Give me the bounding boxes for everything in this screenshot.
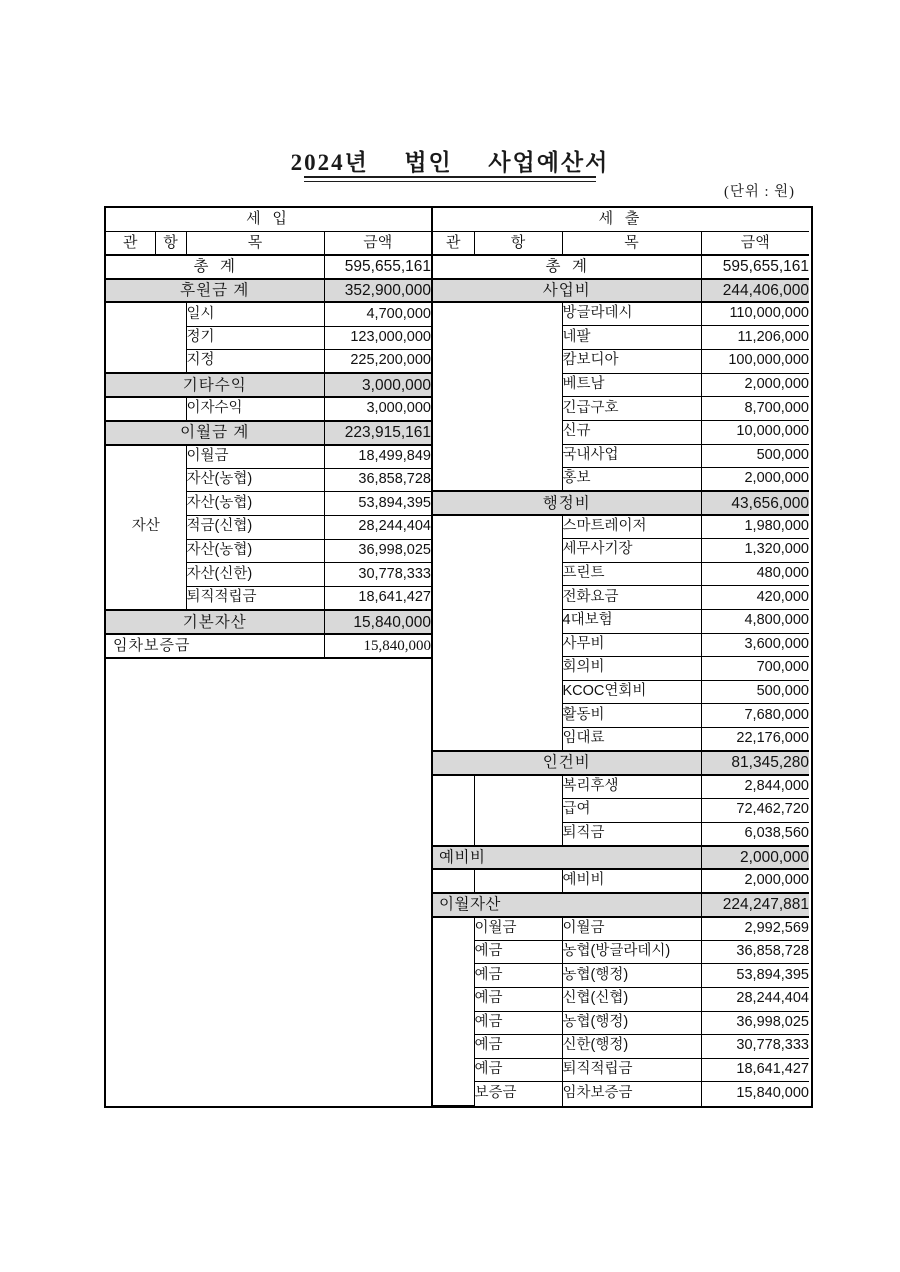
amount-cell: 110,000,000: [701, 302, 809, 326]
item-cell: 전화요금: [562, 586, 701, 610]
amount-cell: 3,000,000: [324, 373, 432, 397]
item-cell: 회의비: [562, 657, 701, 681]
item-cell: 긴급구호: [562, 397, 701, 421]
table-row: [433, 775, 809, 799]
amount-cell: 10,000,000: [701, 420, 809, 444]
amount-cell: 225,200,000: [324, 350, 432, 374]
item-cell: 4대보험: [562, 609, 701, 633]
grand-total-row: [106, 255, 432, 279]
column-header-amount: 금액: [701, 231, 809, 255]
section-row: [106, 610, 432, 634]
item-cell: 신협(신협): [562, 987, 701, 1011]
section-row: [433, 491, 809, 515]
amount-cell: 1,980,000: [701, 515, 809, 539]
section-label: 사업비: [433, 279, 701, 303]
revenue-header-row: [106, 208, 432, 231]
amount-cell: 2,000,000: [701, 468, 809, 492]
amount-cell: 3,000,000: [324, 397, 432, 421]
empty-cell: [474, 775, 562, 846]
item-cell: 이월금: [562, 917, 701, 941]
table-row: [106, 302, 432, 326]
item-cell: 신한(행정): [562, 1035, 701, 1059]
empty-cell: [433, 917, 474, 1106]
table-row: [433, 1058, 809, 1082]
item-cell: 국내사업: [562, 444, 701, 468]
item-cell: 자산(농협): [186, 468, 324, 492]
amount-cell: 595,655,161: [324, 255, 432, 279]
item-cell: 신규: [562, 420, 701, 444]
table-row: [433, 1011, 809, 1035]
hang-cell: 예금: [474, 1035, 562, 1059]
item-cell: 복리후생: [562, 775, 701, 799]
table-row: [433, 1082, 809, 1106]
amount-cell: 352,900,000: [324, 279, 432, 303]
amount-cell: 53,894,395: [701, 964, 809, 988]
deposit-row: [106, 634, 432, 658]
empty-cell: [433, 302, 562, 491]
item-cell: 프린트: [562, 562, 701, 586]
table-row: [433, 987, 809, 1011]
empty-cell: [474, 869, 562, 893]
amount-cell: 700,000: [701, 657, 809, 681]
item-cell: 퇴직금: [562, 822, 701, 846]
section-row: [106, 421, 432, 445]
empty-cell: [106, 302, 186, 373]
item-cell: 급여: [562, 798, 701, 822]
amount-cell: 1,320,000: [701, 539, 809, 563]
section-label: 예비비: [433, 846, 701, 870]
page-title: 2024년 법인 사업예산서: [290, 150, 610, 175]
item-cell: 베트남: [562, 373, 701, 397]
section-label: 기타수익: [106, 373, 324, 397]
amount-cell: 53,894,395: [324, 492, 432, 516]
amount-cell: 100,000,000: [701, 350, 809, 374]
table-row: [433, 1035, 809, 1059]
amount-cell: 3,600,000: [701, 633, 809, 657]
table-row: [433, 869, 809, 893]
grand-total-row: [433, 255, 809, 279]
item-cell: 적금(신협): [186, 516, 324, 540]
expenditure-header-row: [433, 208, 809, 231]
total-label: 총 계: [106, 255, 324, 279]
item-cell: 자산(신한): [186, 563, 324, 587]
amount-cell: 2,992,569: [701, 917, 809, 941]
amount-cell: 6,038,560: [701, 822, 809, 846]
amount-cell: 224,247,881: [701, 893, 809, 917]
amount-cell: 36,858,728: [701, 940, 809, 964]
table-row: [433, 940, 809, 964]
empty-cell: [433, 775, 474, 846]
item-cell: 이자수익: [186, 397, 324, 421]
amount-cell: 11,206,000: [701, 326, 809, 350]
total-label: 총 계: [433, 255, 701, 279]
amount-cell: 223,915,161: [324, 421, 432, 445]
amount-cell: 15,840,000: [324, 634, 432, 658]
amount-cell: 36,998,025: [324, 539, 432, 563]
item-cell: 농협(행정): [562, 1011, 701, 1035]
empty-cell: [106, 397, 186, 421]
item-cell: 임차보증금: [562, 1082, 701, 1106]
table-row: [433, 964, 809, 988]
table-row: [433, 917, 809, 941]
item-cell: 지정: [186, 350, 324, 374]
item-cell: 예비비: [562, 869, 701, 893]
item-cell: 캄보디아: [562, 350, 701, 374]
item-cell: 사무비: [562, 633, 701, 657]
amount-cell: 8,700,000: [701, 397, 809, 421]
amount-cell: 244,406,000: [701, 279, 809, 303]
section-row: [433, 751, 809, 775]
amount-cell: 18,641,427: [701, 1058, 809, 1082]
table-row: [433, 515, 809, 539]
item-cell: 자산(농협): [186, 539, 324, 563]
item-cell: 스마트레이저: [562, 515, 701, 539]
column-header-gwan: 관: [433, 231, 474, 255]
amount-cell: 500,000: [701, 444, 809, 468]
column-header-gwan: 관: [106, 231, 155, 255]
item-cell: 홍보: [562, 468, 701, 492]
amount-cell: 2,000,000: [701, 373, 809, 397]
amount-cell: 480,000: [701, 562, 809, 586]
column-header-hang: 항: [474, 231, 562, 255]
empty-cell: [106, 658, 432, 1106]
amount-cell: 500,000: [701, 680, 809, 704]
section-label: 행정비: [433, 491, 701, 515]
amount-cell: 28,244,404: [701, 987, 809, 1011]
item-cell: 농협(행정): [562, 964, 701, 988]
section-row: [433, 893, 809, 917]
expenditure-table: [433, 208, 809, 1106]
item-cell: 임대료: [562, 728, 701, 752]
column-header-hang: 항: [155, 231, 186, 255]
unit-label: (단위 : 원): [724, 184, 795, 200]
amount-cell: 2,000,000: [701, 846, 809, 870]
amount-cell: 15,840,000: [701, 1082, 809, 1106]
item-cell: 정기: [186, 326, 324, 350]
item-cell: 방글라데시: [562, 302, 701, 326]
amount-cell: 2,000,000: [701, 869, 809, 893]
expenditure-header: 세 출: [433, 208, 809, 231]
section-label: 인건비: [433, 751, 701, 775]
revenue-table: [106, 208, 433, 1106]
budget-table: [104, 206, 813, 1108]
empty-cell: [433, 869, 474, 893]
revenue-column-header-row: [106, 231, 432, 255]
section-row: [106, 279, 432, 303]
item-cell: 자산(농협): [186, 492, 324, 516]
amount-cell: 420,000: [701, 586, 809, 610]
amount-cell: 72,462,720: [701, 798, 809, 822]
hang-cell: 예금: [474, 1058, 562, 1082]
section-row: [433, 279, 809, 303]
amount-cell: 4,800,000: [701, 609, 809, 633]
item-cell: 네팔: [562, 326, 701, 350]
amount-cell: 18,499,849: [324, 445, 432, 469]
amount-cell: 18,641,427: [324, 587, 432, 611]
item-cell: 농협(방글라데시): [562, 940, 701, 964]
group-label-cell: 자산: [106, 445, 186, 611]
hang-cell: 예금: [474, 964, 562, 988]
section-label: 후원금 계: [106, 279, 324, 303]
amount-cell: 595,655,161: [701, 255, 809, 279]
amount-cell: 2,844,000: [701, 775, 809, 799]
amount-cell: 36,858,728: [324, 468, 432, 492]
amount-cell: 43,656,000: [701, 491, 809, 515]
amount-cell: 4,700,000: [324, 302, 432, 326]
empty-area-row: [106, 658, 432, 1106]
table-row: [106, 397, 432, 421]
item-cell: 이월금: [186, 445, 324, 469]
title-double-underline: [304, 176, 596, 182]
item-cell: KCOC연회비: [562, 680, 701, 704]
amount-cell: 22,176,000: [701, 728, 809, 752]
item-cell: 일시: [186, 302, 324, 326]
column-header-mok: 목: [562, 231, 701, 255]
hang-cell: 이월금: [474, 917, 562, 941]
hang-cell: 보증금: [474, 1082, 562, 1106]
amount-cell: 30,778,333: [701, 1035, 809, 1059]
item-cell: 퇴직적립금: [562, 1058, 701, 1082]
amount-cell: 123,000,000: [324, 326, 432, 350]
column-header-amount: 금액: [324, 231, 432, 255]
expenditure-column-header-row: [433, 231, 809, 255]
amount-cell: 81,345,280: [701, 751, 809, 775]
item-cell: 퇴직적립금: [186, 587, 324, 611]
amount-cell: 28,244,404: [324, 516, 432, 540]
item-cell: 임차보증금: [106, 634, 324, 658]
section-label: 이월자산: [433, 893, 701, 917]
item-cell: 세무사기장: [562, 539, 701, 563]
empty-cell: [433, 515, 562, 751]
section-row: [106, 373, 432, 397]
hang-cell: 예금: [474, 940, 562, 964]
item-cell: 활동비: [562, 704, 701, 728]
revenue-header: 세 입: [106, 208, 432, 231]
section-row: [433, 846, 809, 870]
amount-cell: 30,778,333: [324, 563, 432, 587]
amount-cell: 15,840,000: [324, 610, 432, 634]
column-header-mok: 목: [186, 231, 324, 255]
amount-cell: 36,998,025: [701, 1011, 809, 1035]
hang-cell: 예금: [474, 987, 562, 1011]
amount-cell: 7,680,000: [701, 704, 809, 728]
table-row: [106, 445, 432, 469]
section-label: 기본자산: [106, 610, 324, 634]
section-label: 이월금 계: [106, 421, 324, 445]
table-row: [433, 302, 809, 326]
hang-cell: 예금: [474, 1011, 562, 1035]
